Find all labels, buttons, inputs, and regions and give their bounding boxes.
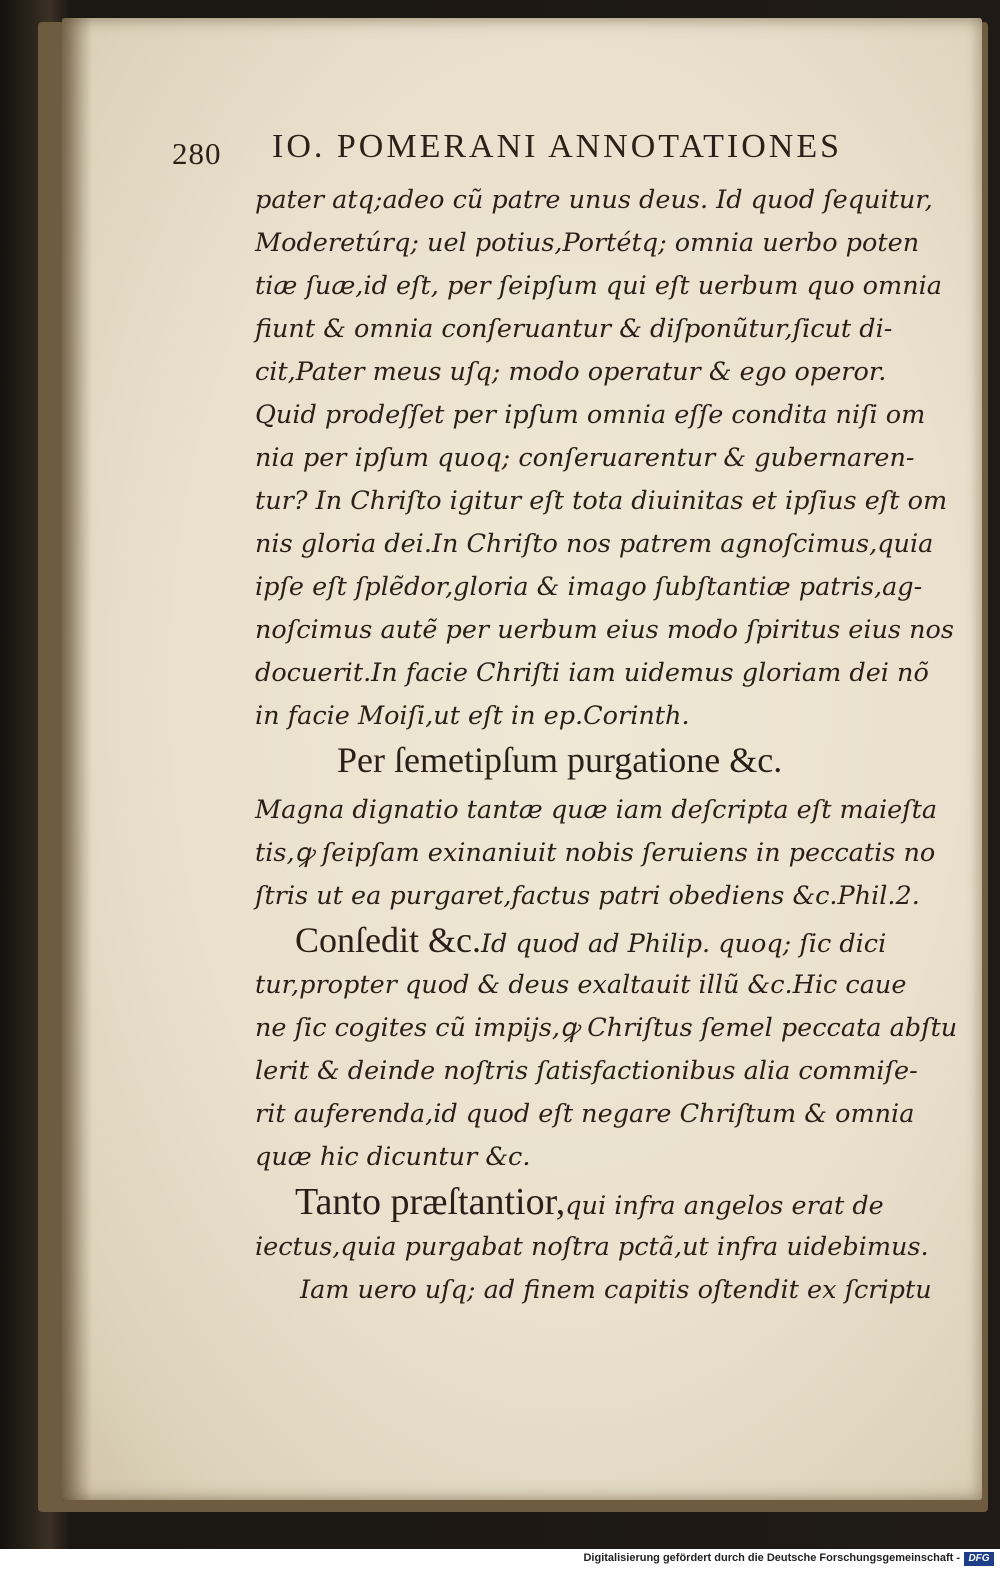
gutter-shadow (62, 18, 92, 1500)
text-line: docuerit.In facie Chriſti iam uidemus gloriam dei nõ (255, 658, 929, 688)
text-line: tiæ ſuæ,id eſt, per ſeipſum qui eſt uerbum quo omnia (255, 271, 942, 301)
section-heading: Per ſemetipſum purgatione &c. (337, 740, 783, 780)
text-line: Iam uero uſq; ad finem capitis oſtendit ex ſcriptu (300, 1275, 932, 1305)
funding-credit: Digitalisierung gefördert durch die Deutsche Forschungsgemeinschaft - (583, 1552, 960, 1564)
text-line: ne ſic cogites cũ impijs,ꝙ Chriſtus ſemel peccata abſtu (255, 1013, 958, 1043)
text-line: nis gloria dei.In Chriſto nos patrem agnoſcimus,quia (255, 529, 934, 559)
page-number: 280 (172, 136, 222, 171)
running-head: IO. POMERANI ANNOTATIONES (272, 128, 842, 165)
text-line: lerit & deinde noſtris ſatisfactionibus alia commiſe- (255, 1056, 918, 1086)
text-line: Moderetúrq; uel potius,Portétq; omnia uerbo poten (255, 228, 920, 258)
text-line: tur? In Chriſto igitur eſt tota diuinitas et ipſius eſt om (255, 486, 948, 516)
text-line: tur,propter quod & deus exaltauit illũ &c.Hic caue (255, 970, 907, 1000)
lemma: Tanto præſtantior, (295, 1181, 566, 1223)
text-line: Tanto præſtantior,qui infra angelos erat de (295, 1181, 884, 1223)
text-line: noſcimus autẽ per uerbum eius modo ſpiritus eius nos (255, 615, 954, 645)
footer-bar (0, 1549, 1000, 1569)
text-line: tis,ꝙ ſeipſam exinaniuit nobis ſeruiens in peccatis no (255, 838, 936, 868)
text-line: quæ hic dicuntur &c. (255, 1142, 531, 1172)
text-line: nia per ipſum quoq; conſeruarentur & gubernaren- (255, 443, 915, 473)
text-line: iectus,quia purgabat noſtra pctã,ut infra uidebimus. (255, 1232, 929, 1262)
lemma: Conſedit &c. (295, 920, 481, 960)
text-line: ſtris ut ea purgaret,factus patri obediens &c.Phil.2. (255, 881, 920, 911)
text-line: pater atq;adeo cũ patre unus deus. Id quod ſequitur, (255, 185, 933, 215)
text-line: Magna dignatio tantæ quæ iam deſcripta eſt maieſta (255, 795, 938, 825)
text-line: in facie Moiſi,ut eſt in ep.Corinth. (255, 701, 690, 731)
text-line: Conſedit &c.Id quod ad Philip. quoq; ſic dici (295, 920, 887, 960)
text-line: Quid prodeſſet per ipſum omnia eſſe condita niſi om (255, 400, 926, 430)
dfg-logo: DFG (964, 1552, 994, 1566)
text-line: rit auferenda,id quod eſt negare Chriſtum & omnia (255, 1099, 915, 1129)
text-line: fiunt & omnia conſeruantur & diſponũtur,ſicut di- (255, 314, 893, 344)
text-line: ipſe eſt ſplẽdor,gloria & imago ſubſtantiæ patris,ag- (255, 572, 923, 602)
page-header (172, 128, 922, 178)
text-line: cit,Pater meus uſq; modo operatur & ego operor. (255, 357, 887, 387)
